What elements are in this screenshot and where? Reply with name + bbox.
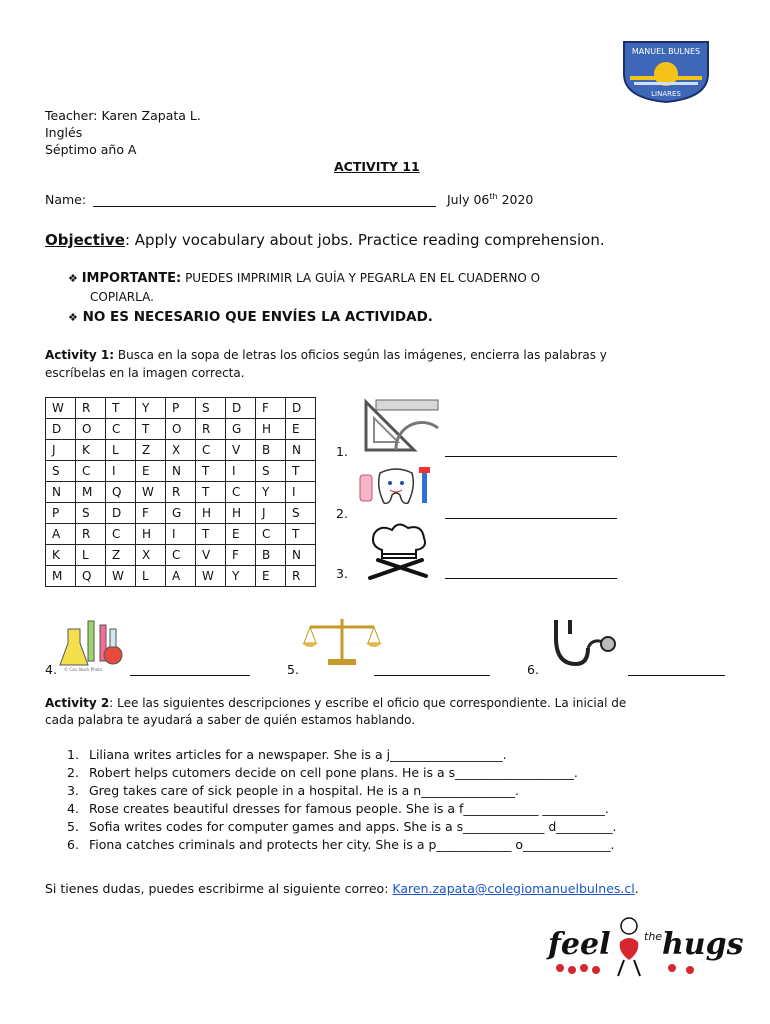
grid-row [46,398,316,419]
grid-cell[interactable]: R [196,419,226,440]
stethoscope-image [548,616,618,672]
grid-cell[interactable]: C [166,545,196,566]
item-text: Greg takes care of sick people in a hospital. He is a n_______________. [89,783,519,798]
picture-number-6: 6. [527,662,539,677]
lab-flasks-image [58,615,124,673]
scales-of-justice-image [302,615,382,667]
date [447,192,533,207]
tooth-dental-image [356,465,440,507]
grid-cell[interactable]: V [196,545,226,566]
grid-cell[interactable]: W [46,398,76,419]
answer-blank-5[interactable] [374,675,490,676]
grid-row [46,545,316,566]
grid-cell[interactable]: C [76,461,106,482]
note1-line2: COPIARLA. [90,290,154,304]
grid-cell[interactable]: C [226,482,256,503]
list-item [67,783,519,798]
answer-blank-4[interactable] [130,675,250,676]
grid-cell[interactable]: T [196,524,226,545]
grid-cell[interactable]: T [136,419,166,440]
activity2-instructions [45,696,626,710]
activity2-label: Activity 2 [45,696,110,710]
activity-title: ACTIVITY 11 [334,159,420,174]
grid-row [46,566,316,587]
grid-cell[interactable]: L [76,545,106,566]
grid-cell[interactable]: Q [106,482,136,503]
picture-number-1: 1. [336,444,348,459]
grid-cell[interactable]: S [196,398,226,419]
grid-cell[interactable]: J [256,503,286,524]
list-item [67,765,578,780]
grid-cell[interactable]: C [196,440,226,461]
answer-blank-2[interactable] [445,518,617,519]
item-text: Liliana writes articles for a newspaper. She is a j__________________. [89,747,507,762]
grid-row [46,503,316,524]
grid-cell[interactable]: Y [136,398,166,419]
grid-cell[interactable]: T [286,461,316,482]
grid-cell[interactable]: G [226,419,256,440]
item-text: Fiona catches criminals and protects her city. She is a p____________ o______________. [89,837,615,852]
logo-word-feel: feel [548,927,611,962]
objective-text: : Apply vocabulary about jobs. Practice reading comprehension. [124,231,605,249]
grid-cell[interactable]: A [166,566,196,587]
date-month-day: July 06 [447,192,490,208]
item-number: 5. [67,819,79,834]
grid-cell[interactable]: M [76,482,106,503]
grid-cell[interactable]: Y [256,482,286,503]
grid-cell[interactable]: M [46,566,76,587]
picture-number-2: 2. [336,506,348,521]
grid-cell[interactable]: H [196,503,226,524]
item-number: 6. [67,837,79,852]
email-link[interactable]: Karen.zapata@colegiomanuelbulnes.cl [392,881,635,896]
item-text: Rose creates beautiful dresses for famous people. She is a f____________ __________. [89,801,609,816]
word-search-grid [45,397,316,587]
grid-cell[interactable]: N [166,461,196,482]
grid-cell[interactable]: S [46,461,76,482]
grid-cell[interactable]: G [166,503,196,524]
contact-text: Si tienes dudas, puedes escribirme al siguiente correo: [45,881,389,896]
activity1-instructions [45,348,607,362]
grid-cell[interactable]: P [166,398,196,419]
grid-cell[interactable]: E [136,461,166,482]
grid-cell[interactable]: I [286,482,316,503]
grid-cell[interactable]: F [256,398,286,419]
grid-cell[interactable]: R [76,524,106,545]
activity1-label: Activity 1: [45,348,115,362]
grid-row [46,419,316,440]
date-suffix: th [489,192,498,201]
list-item [67,819,616,834]
note2-text: NO ES NECESARIO QUE ENVÍES LA ACTIVIDAD. [82,309,433,325]
grid-cell[interactable]: K [46,545,76,566]
activity2-line2: cada palabra te ayudará a saber de quién estamos hablando. [45,713,416,727]
feel-the-hugs-logo [544,914,744,978]
grid-cell[interactable]: S [76,503,106,524]
svg-text:LINARES: LINARES [651,90,681,98]
grid-cell[interactable]: O [76,419,106,440]
picture-number-4: 4. [45,662,57,677]
grid-cell[interactable]: S [256,461,286,482]
teacher-line: Teacher: Karen Zapata L. [45,108,201,123]
grid-cell[interactable]: J [46,440,76,461]
grid-cell[interactable]: W [196,566,226,587]
grid-cell[interactable]: C [256,524,286,545]
item-text: Robert helps cutomers decide on cell pone plans. He is a s___________________. [89,765,578,780]
grid-cell[interactable]: W [136,482,166,503]
grid-cell[interactable]: I [226,461,256,482]
grid-cell[interactable]: R [286,566,316,587]
picture-number-5: 5. [287,662,299,677]
activity1-line1: Busca en la sopa de letras los oficios según las imágenes, encierra las palabras y [117,348,607,362]
note-important [68,271,540,286]
contact-line [45,881,639,896]
objective-label: Objective [45,231,125,249]
grade-line: Séptimo año A [45,142,137,157]
grid-cell[interactable]: A [46,524,76,545]
grid-cell[interactable]: P [46,503,76,524]
diamond-bullet-icon: ❖ [68,311,78,324]
grid-cell[interactable]: S [286,503,316,524]
grid-cell[interactable]: H [256,419,286,440]
answer-blank-6[interactable] [628,675,725,676]
image-credit: © Can Stock Photo [64,667,103,672]
grid-cell[interactable]: E [226,524,256,545]
logo-word-hugs: hugs [662,927,744,962]
grid-row [46,461,316,482]
grid-cell[interactable]: F [226,545,256,566]
note-not-required [68,309,433,325]
grid-cell[interactable]: W [106,566,136,587]
picture-number-3: 3. [336,566,348,581]
grid-cell[interactable]: B [256,545,286,566]
grid-cell[interactable]: K [76,440,106,461]
grid-cell[interactable]: X [136,545,166,566]
item-number: 1. [67,747,79,762]
grid-cell[interactable]: E [286,419,316,440]
objective [45,231,605,249]
grid-cell[interactable]: Z [106,545,136,566]
logo-word-the: the [644,930,663,943]
grid-cell[interactable]: I [106,461,136,482]
grid-cell[interactable]: L [136,566,166,587]
grid-cell[interactable]: N [286,545,316,566]
grid-cell[interactable]: F [136,503,166,524]
activity1-line2: escríbelas en la imagen correcta. [45,366,245,380]
item-number: 2. [67,765,79,780]
grid-cell[interactable]: V [226,440,256,461]
grid-cell[interactable]: R [166,482,196,503]
grid-cell[interactable]: H [136,524,166,545]
grid-cell[interactable]: D [286,398,316,419]
name-blank[interactable] [93,206,436,207]
name-label: Name: [45,192,87,207]
answer-blank-3[interactable] [445,578,617,579]
date-year: 2020 [501,192,534,208]
list-item [67,747,507,762]
grid-cell[interactable]: I [166,524,196,545]
item-number: 3. [67,783,79,798]
grid-row [46,440,316,461]
grid-cell[interactable]: D [226,398,256,419]
subject-line: Inglés [45,125,83,140]
list-item [67,801,609,816]
grid-cell[interactable]: D [106,503,136,524]
drafting-tools-image [356,398,440,454]
contact-end: . [634,881,639,896]
grid-cell[interactable]: Q [76,566,106,587]
grid-cell[interactable]: T [286,524,316,545]
item-number: 4. [67,801,79,816]
grid-cell[interactable]: H [226,503,256,524]
activity2-line1: : Lee las siguientes descripciones y escribe el oficio que correspondiente. La inicial de [109,696,627,710]
grid-cell[interactable]: N [46,482,76,503]
diamond-bullet-icon: ❖ [68,272,78,285]
chef-hat-utensils-image [364,520,434,580]
grid-cell[interactable]: T [196,482,226,503]
grid-cell[interactable]: C [106,419,136,440]
grid-row [46,482,316,503]
grid-cell[interactable]: C [106,524,136,545]
note1-line1: PUEDES IMPRIMIR LA GUÍA Y PEGARLA EN EL CUADERNO O [185,271,541,285]
note1-bold: IMPORTANTE: [81,271,182,286]
grid-row [46,524,316,545]
list-item [67,837,615,852]
grid-cell[interactable]: Y [226,566,256,587]
grid-cell[interactable]: R [76,398,106,419]
grid-cell[interactable]: N [286,440,316,461]
grid-cell[interactable]: Z [136,440,166,461]
svg-text:MANUEL BULNES: MANUEL BULNES [631,47,701,56]
grid-cell[interactable]: T [106,398,136,419]
grid-cell[interactable]: X [166,440,196,461]
grid-cell[interactable]: L [106,440,136,461]
item-text: Sofia writes codes for computer games and apps. She is a s_____________ d_________. [89,819,617,834]
grid-cell[interactable]: T [196,461,226,482]
answer-blank-1[interactable] [445,456,617,457]
school-logo [620,38,712,104]
grid-cell[interactable]: B [256,440,286,461]
grid-cell[interactable]: D [46,419,76,440]
grid-cell[interactable]: O [166,419,196,440]
grid-cell[interactable]: E [256,566,286,587]
